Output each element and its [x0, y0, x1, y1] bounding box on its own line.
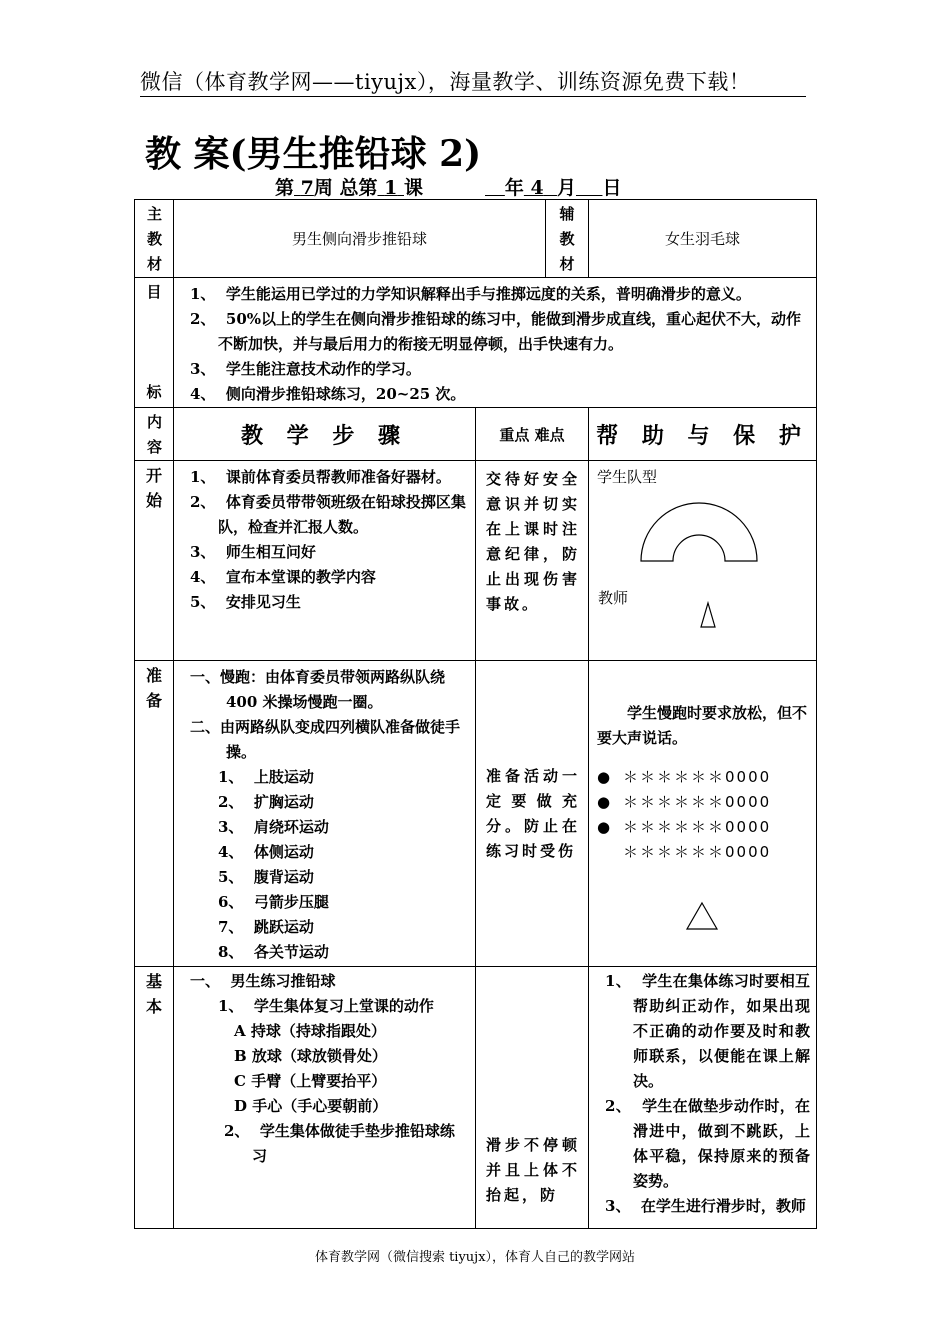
- prep-step-item: 二、由两路纵队变成四列横队准备做徒手操。: [190, 718, 461, 761]
- prep-step-item: 一、慢跑：由体育委员带领两路纵队绕400 米操场慢跑一圈。: [190, 668, 446, 711]
- exercise-item: 4、 体侧运动: [218, 843, 314, 861]
- start-steps: [174, 461, 476, 661]
- main-material-value: 男生侧向滑步推铅球: [174, 200, 546, 278]
- exercise-item: 3、 肩绕环运动: [218, 818, 329, 836]
- exercise-item: 8、 各关节运动: [218, 943, 329, 961]
- basic-steps: [174, 967, 476, 1229]
- day-suffix: 日: [602, 177, 622, 199]
- week-number: 7: [300, 177, 314, 199]
- formation-row: ● ＊＊＊＊＊＊0000: [597, 790, 816, 815]
- prep-key-points: [476, 661, 589, 967]
- lesson-plan-table: [134, 199, 817, 1229]
- start-step-item: 4、 宣布本堂课的教学内容: [190, 568, 376, 586]
- di-label: 第: [275, 177, 295, 199]
- formation-row: ● ＊＊＊＊＊＊0000: [597, 815, 816, 840]
- start-formation: [589, 461, 817, 661]
- technique-point: B 放球（球放锁骨处）: [234, 1047, 387, 1065]
- lesson-suffix: 课: [403, 177, 423, 199]
- help-item: 2、 学生在做垫步动作时，在滑进中，做到不跳跃，上体平稳，保持原来的预备姿势。: [605, 1097, 811, 1190]
- content-label: 内容: [135, 408, 174, 461]
- materials-row: [135, 200, 817, 278]
- dot-marker: ●: [597, 768, 613, 786]
- technique-point: C 手臂（上臂要抬平）: [234, 1072, 387, 1090]
- month-suffix: 月: [556, 177, 576, 199]
- objective-item: 2、 50%以上的学生在侧向滑步推铅球的练习中，能做到滑步成直线，重心起伏不大，动作不断加快，并与最后用力的衔接无明显停顿，出手快速有力。: [190, 310, 802, 353]
- start-step-item: 2、 体育委员带带领班级在铅球投掷区集队，检查并汇报人数。: [190, 493, 466, 536]
- objectives-label: 目 标: [135, 278, 174, 408]
- objective-item: 4、 侧向滑步推铅球练习，20~25 次。: [190, 385, 466, 403]
- month-number: 4: [530, 177, 544, 199]
- day-blank: [576, 177, 602, 199]
- column-header-row: [135, 408, 817, 461]
- basic-key-points: [476, 967, 589, 1229]
- prep-section-row: [135, 661, 817, 967]
- start-step-item: 1、 课前体育委员帮教师准备好器材。: [190, 468, 451, 486]
- teacher-triangle-icon: [685, 901, 719, 931]
- lesson-number: 1: [384, 177, 398, 199]
- formation-label: 学生队型: [597, 468, 658, 486]
- year-blank: [485, 177, 505, 199]
- exercise-item: 7、 跳跃运动: [218, 918, 314, 936]
- start-key-text: 交待好安全意识并切实在上课时注意纪律，防止出现伤害事故。: [486, 470, 581, 613]
- page-title: 教 案(男生推铅球 2): [145, 133, 482, 175]
- formation-row: ● ＊＊＊＊＊＊0000: [597, 765, 816, 790]
- prep-key-text: 准备活动一定要做充分。防止在练习时受伤: [486, 766, 581, 860]
- year-suffix: 年: [504, 177, 524, 199]
- teacher-triangle-icon: [699, 601, 717, 629]
- prep-label: 准备: [135, 661, 174, 967]
- dot-marker: ●: [597, 818, 613, 836]
- week-suffix: 周 总第: [313, 177, 378, 199]
- four-row-formation: [589, 751, 816, 865]
- objectives-row: [135, 278, 817, 408]
- start-label: 开始: [135, 461, 174, 661]
- start-section-row: [135, 461, 817, 661]
- aux-material-label: 辅教材: [546, 200, 589, 278]
- exercise-item: 5、 腹背运动: [218, 868, 314, 886]
- teacher-label: 教师: [598, 589, 629, 607]
- exercise-item: 2、 扩胸运动: [218, 793, 314, 811]
- objective-item: 3、 学生能注意技术动作的学习。: [190, 360, 421, 378]
- prep-formation: [589, 661, 817, 967]
- teaching-steps-heading: 教 学 步 骤: [174, 408, 476, 461]
- key-points-heading: 重点 难点: [476, 408, 589, 461]
- header-divider: [140, 96, 806, 97]
- objective-item: 1、 学生能运用已学过的力学知识解释出手与推掷远度的关系，普明确滑步的意义。: [190, 285, 751, 303]
- exercise-item: 6、 弓箭步压腿: [218, 893, 329, 911]
- lesson-date-line: [275, 173, 621, 200]
- page-header: 微信（体育教学网——tiyujx），海量教学、训练资源免费下载！: [140, 70, 751, 94]
- basic-heading: 一、 男生练习推铅球: [190, 972, 336, 990]
- aux-material-value: 女生羽毛球: [589, 200, 817, 278]
- basic-section-row: [135, 967, 817, 1229]
- start-step-item: 3、 师生相互问好: [190, 543, 316, 561]
- semicircle-formation-icon: [639, 497, 759, 563]
- dot-marker: ●: [597, 793, 613, 811]
- basic-sub2: 2、 学生集体做徒手垫步推铅球练习: [224, 1122, 455, 1165]
- basic-sub1: 1、 学生集体复习上堂课的动作: [218, 997, 434, 1015]
- start-step-item: 5、 安排见习生: [190, 593, 301, 611]
- objectives-list: [174, 278, 817, 408]
- technique-point: A 持球（持球指跟处）: [234, 1022, 386, 1040]
- main-material-label: 主教材: [135, 200, 174, 278]
- technique-point: D 手心（手心要朝前）: [234, 1097, 388, 1115]
- help-item: 1、 学生在集体练习时要相互帮助纠正动作，如果出现不正确的动作要及时和教师联系，以便能在课上解决。: [605, 972, 811, 1090]
- prep-help-note: 学生慢跑时要求放松，但不要大声说话。: [597, 704, 808, 747]
- exercise-item: 1、 上肢运动: [218, 768, 314, 786]
- page-footer: 体育教学网（微信搜索 tiyujx），体育人自己的教学网站: [314, 1250, 636, 1265]
- basic-help: [589, 967, 817, 1229]
- formation-row: ＊＊＊＊＊＊0000: [623, 843, 772, 861]
- start-key-points: [476, 461, 589, 661]
- help-item: 3、 在学生进行滑步时，教师: [605, 1197, 806, 1215]
- basic-key-text: 滑步不停顿并且上体不抬起，防: [486, 1136, 581, 1204]
- help-protect-heading: 帮 助 与 保 护: [589, 408, 817, 461]
- basic-label: 基本: [135, 967, 174, 1229]
- prep-steps: [174, 661, 476, 967]
